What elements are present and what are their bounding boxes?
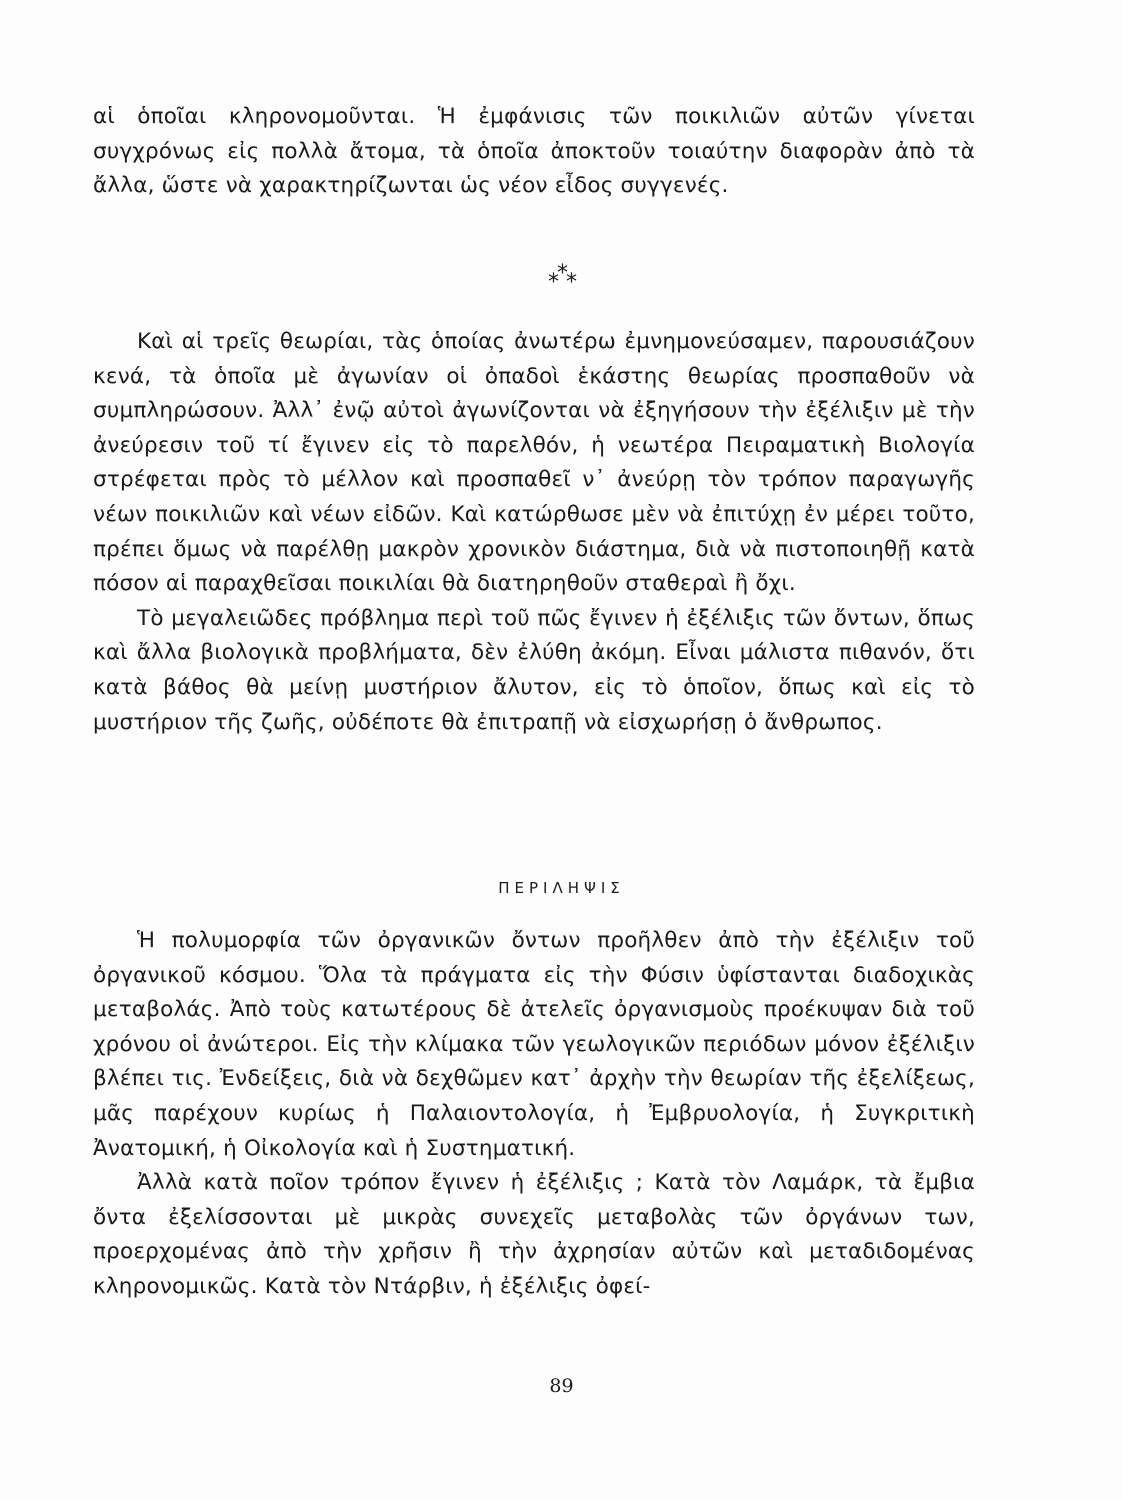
asterisk-right: * [566,270,575,295]
main-text [93,325,975,740]
page-number: 89 [549,1375,574,1397]
paragraph-continuation: αἱ ὁποῖαι κληρονομοῦνται. Ἡ ἐμφάνισις τῶν ποικιλιῶν αὐτῶν γίνεται συγχρόνως εἰς πολλὰ ἄτομα, τὰ ὁποῖα ἀποκτοῦν τοιαύτην διαφορὰν ἀπὸ τὰ ἄλλα, ὥστε νὰ χαρακτηρίζωνται ὡς νέον εἶδος συγγενές. [93,104,975,199]
continuation-text [93,100,975,204]
paragraph-theories: Καὶ αἱ τρεῖς θεωρίαι, τὰς ὁποίας ἀνωτέρω ἐμνημονεύσαμεν, παρουσιάζουν κενά, τὰ ὁποῖα μὲ ἀγωνίαν οἱ ὀπαδοὶ ἑκάστης θεωρίας προσπαθοῦν νὰ συμπληρώσουν. Ἀλλ᾽ ἐνῷ αὐτοὶ ἀγωνίζονται νὰ ἐξηγήσουν τὴν ἐξέλιξιν μὲ τὴν ἀνεύρεσιν τοῦ τί ἔγινεν εἰς τὸ παρελθόν, ἡ νεωτέρα Πειραματικὴ Βιολογία στρέφεται πρὸς τὸ μέλλον καὶ προσπαθεῖ ν᾽ ἀνεύρῃ τὸν τρόπον παραγωγῆς νέων ποικιλιῶν καὶ νέων εἰδῶν. Καὶ κατώρθωσε μὲν νὰ ἐπιτύχῃ ἐν μέρει τοῦτο, πρέπει ὅμως νὰ παρέλθῃ μακρὸν χρονικὸν διάστημα, διὰ νὰ πιστοποιηθῇ κατὰ πόσον αἱ παραχθεῖσαι ποικιλίαι θὰ διατηρηθοῦν σταθεραὶ ἢ ὄχι. [93,329,975,597]
asterism-separator [0,261,1123,298]
asterisk-left: * [548,270,557,295]
section-heading: ΠΕΡΙΛΗΨΙΣ [498,879,625,897]
asterisk-top: * [557,261,566,286]
paragraph-summary-1: Ἡ πολυμορφία τῶν ὀργανικῶν ὄντων προῆλθεν ἀπὸ τὴν ἐξέλιξιν τοῦ ὀργανικοῦ κόσμου. Ὅλα τὰ πράγματα εἰς τὴν Φύσιν ὑφίστανται διαδοχικὰς μεταβολάς. Ἀπὸ τοὺς κατωτέρους δὲ ἀτελεῖς ὀργανισμοὺς προέκυψαν διὰ τοῦ χρόνου οἱ ἀνώτεροι. Εἰς τὴν κλίμακα τῶν γεωλογικῶν περιόδων μόνον ἐξέλιξιν βλέπει τις. Ἐνδείξεις, διὰ νὰ δεχθῶμεν κατ᾽ ἀρχὴν τὴν θεωρίαν τῆς ἐξελίξεως, μᾶς παρέχουν κυρίως ἡ Παλαιοντολογία, ἡ Ἐμβρυολογία, ἡ Συγκριτικὴ Ἀνατομική, ἡ Οἰκολογία καὶ ἡ Συστηματική. [93,928,975,1161]
paragraph-problem: Τὸ μεγαλειῶδες πρόβλημα περὶ τοῦ πῶς ἔγινεν ἡ ἐξέλιξις τῶν ὄντων, ὅπως καὶ ἄλλα βιολογικὰ προβλήματα, δὲν ἐλύθη ἀκόμη. Εἶναι μάλιστα πιθανόν, ὅτι κατὰ βάθος θὰ μείνῃ μυστήριον ἄλυτον, εἰς τὸ ὁποῖον, ὅπως καὶ εἰς τὸ μυστήριον τῆς ζωῆς, οὐδέποτε θὰ ἐπιτραπῇ νὰ εἰσχωρήσῃ ὁ ἄνθρωπος. [93,605,975,735]
summary-text [93,924,975,1305]
paragraph-summary-2: Ἀλλὰ κατὰ ποῖον τρόπον ἔγινεν ἡ ἐξέλιξις ; Κατὰ τὸν Λαμάρκ, τὰ ἔμβια ὄντα ἐξελίσσονται μὲ μικρὰς συνεχεῖς μεταβολὰς τῶν ὀργάνων των, προερχομένας ἀπὸ τὴν χρῆσιν ἢ τὴν ἀχρησίαν αὐτῶν καὶ μεταδιδομένας κληρονομικῶς. Κατὰ τὸν Ντάρβιν, ἡ ἐξέλιξις ὀφεί- [93,1170,975,1299]
